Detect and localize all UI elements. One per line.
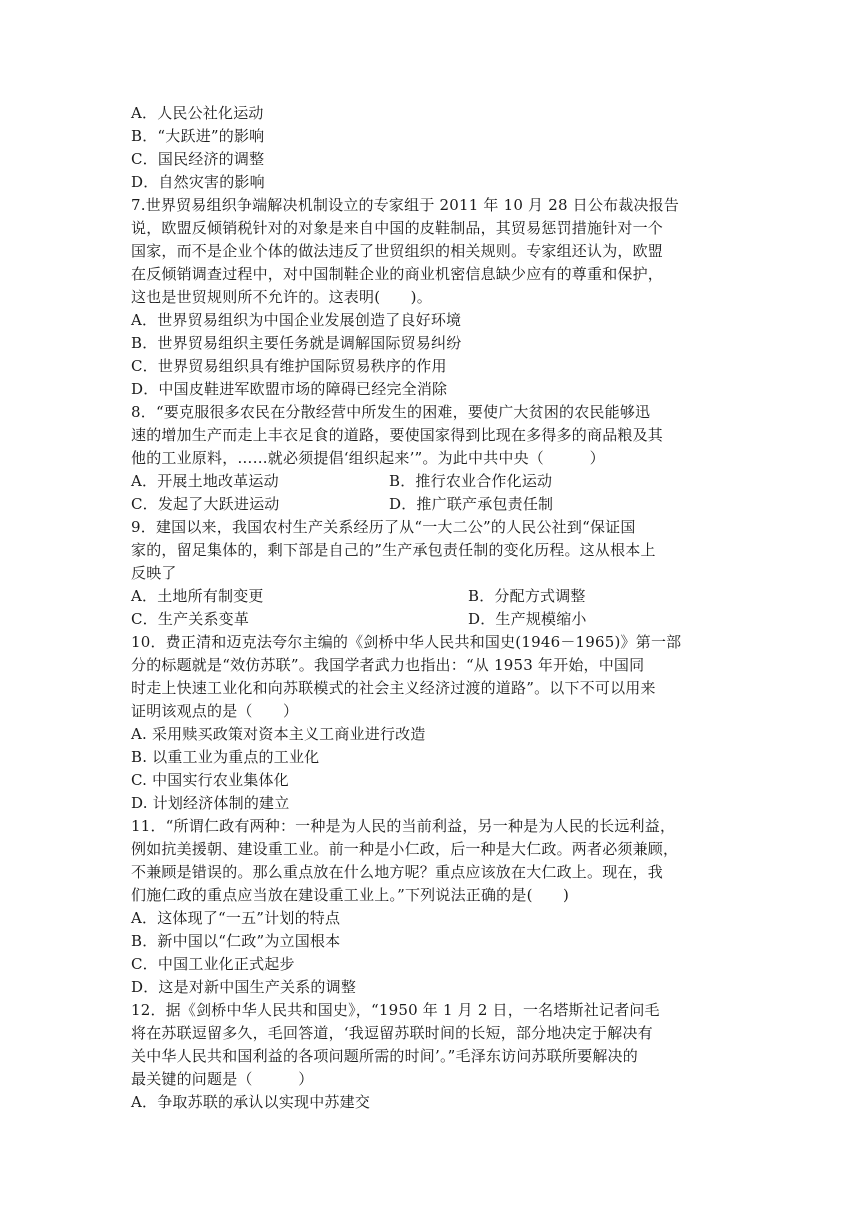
question-11 [131, 815, 731, 999]
question-stem-line: 将在苏联逗留多久，毛回答道，‘我逗留苏联时间的长短，部分地决定于解决有 [131, 1024, 653, 1042]
question-12 [131, 999, 731, 1114]
option-c: C．中国工业化正式起步 [131, 955, 295, 973]
question-stem-line: 证明该观点的是（ ） [131, 702, 299, 720]
question-stem-line: 7.世界贸易组织争端解决机制设立的专家组于 2011 年 10 月 28 日公布裁决报告 [131, 196, 680, 214]
option-c: C. 中国实行农业集体化 [131, 771, 289, 789]
question-stem-line: 速的增加生产而走上丰衣足食的道路，要使国家得到比现在多得多的商品粮及其 [131, 426, 664, 444]
option-a: A．这体现了“一五”计划的特点 [131, 909, 341, 927]
question-stem-line: 8．“要克服很多农民在分散经营中所发生的困难，要使广大贫困的农民能够迅 [131, 403, 651, 421]
question-stem-line: 不兼顾是错误的。那么重点放在什么地方呢？重点应该放在大仁政上。现在，我 [131, 863, 664, 881]
previous-question-options [131, 102, 731, 194]
question-stem-line: 分的标题就是“效仿苏联”。我国学者武力也指出：“从 1953 年开始，中国同 [131, 656, 645, 674]
option-c: C．生产关系变革 [131, 610, 250, 628]
question-stem-line: 反映了 [131, 564, 177, 582]
option-a: A．土地所有制变更 [131, 587, 264, 605]
question-stem-line: 他的工业原料，……就必须提倡‘组织起来’”。为此中共中央（ ） [131, 449, 605, 467]
question-7 [131, 194, 731, 401]
option-d: D．中国皮鞋进军欧盟市场的障碍已经完全消除 [131, 380, 448, 398]
option-c: C．国民经济的调整 [131, 150, 265, 168]
exam-page [131, 102, 731, 1114]
option-c: C．发起了大跃进运动 [131, 495, 280, 513]
question-stem-line: 们施仁政的重点应当放在建设重工业上。”下列说法正确的是( ) [131, 886, 570, 904]
question-stem-line: 最关键的问题是（ ） [131, 1070, 314, 1088]
option-d: D．这是对新中国生产关系的调整 [131, 978, 357, 996]
question-stem-line: 例如抗美援朝、建设重工业。前一种是小仁政，后一种是大仁政。两者必须兼顾， [131, 840, 679, 858]
question-9 [131, 516, 731, 631]
option-b: B．推行农业合作化运动 [389, 472, 553, 490]
question-stem-line: 时走上快速工业化和向苏联模式的社会主义经济过渡的道路”。以下不可以用来 [131, 679, 656, 697]
question-stem-line: 国家，而不是企业个体的做法违反了世贸组织的相关规则。专家组还认为，欧盟 [131, 242, 664, 260]
option-d: D．自然灾害的影响 [131, 173, 265, 191]
question-stem-line: 10．费正清和迈克法夸尔主编的《剑桥中华人民共和国史(1946－1965)》第一部 [131, 633, 682, 651]
option-b: B．新中国以“仁政”为立国根本 [131, 932, 341, 950]
option-b: B．分配方式调整 [468, 587, 586, 605]
option-a: A．争取苏联的承认以实现中苏建交 [131, 1093, 371, 1111]
option-a: A．人民公社化运动 [131, 104, 264, 122]
option-d: D．生产规模缩小 [468, 610, 587, 628]
option-b: B. 以重工业为重点的工业化 [131, 748, 320, 766]
option-b: B．“大跃进”的影响 [131, 127, 265, 145]
question-8 [131, 401, 731, 516]
option-row [131, 493, 731, 516]
option-d: D. 计划经济体制的建立 [131, 794, 290, 812]
question-stem-line: 11．“所谓仁政有两种：一种是为人民的当前利益，另一种是为人民的长远利益， [131, 817, 676, 835]
option-a: A. 采用赎买政策对资本主义工商业进行改造 [131, 725, 426, 743]
question-stem-line: 9．建国以来，我国农村生产关系经历了从“一大二公”的人民公社到“保证国 [131, 518, 636, 536]
option-b: B．世界贸易组织主要任务就是调解国际贸易纠纷 [131, 334, 462, 352]
question-10 [131, 631, 731, 815]
question-stem-line: 家的，留足集体的，剩下部是自己的”生产承包责任制的变化历程。这从根本上 [131, 541, 656, 559]
question-stem-line: 这也是世贸规则所不允许的。这表明( )。 [131, 288, 432, 306]
option-row [131, 585, 731, 608]
option-c: C．世界贸易组织具有维护国际贸易秩序的作用 [131, 357, 447, 375]
option-d: D．推广联产承包责任制 [389, 495, 554, 513]
option-row [131, 470, 731, 493]
question-stem-line: 在反倾销调查过程中，对中国制鞋企业的商业机密信息缺少应有的尊重和保护， [131, 265, 664, 283]
option-a: A．开展土地改革运动 [131, 472, 279, 490]
option-a: A．世界贸易组织为中国企业发展创造了良好环境 [131, 311, 462, 329]
option-row [131, 608, 731, 631]
question-stem-line: 说，欧盟反倾销税针对的对象是来自中国的皮鞋制品，其贸易惩罚措施针对一个 [131, 219, 664, 237]
question-stem-line: 关中华人民共和国利益的各项问题所需的时间’。”毛泽东访问苏联所要解决的 [131, 1047, 638, 1065]
question-stem-line: 12．据《剑桥中华人民共和国史》，“1950 年 1 月 2 日，一名塔斯社记者问毛 [131, 1001, 660, 1019]
